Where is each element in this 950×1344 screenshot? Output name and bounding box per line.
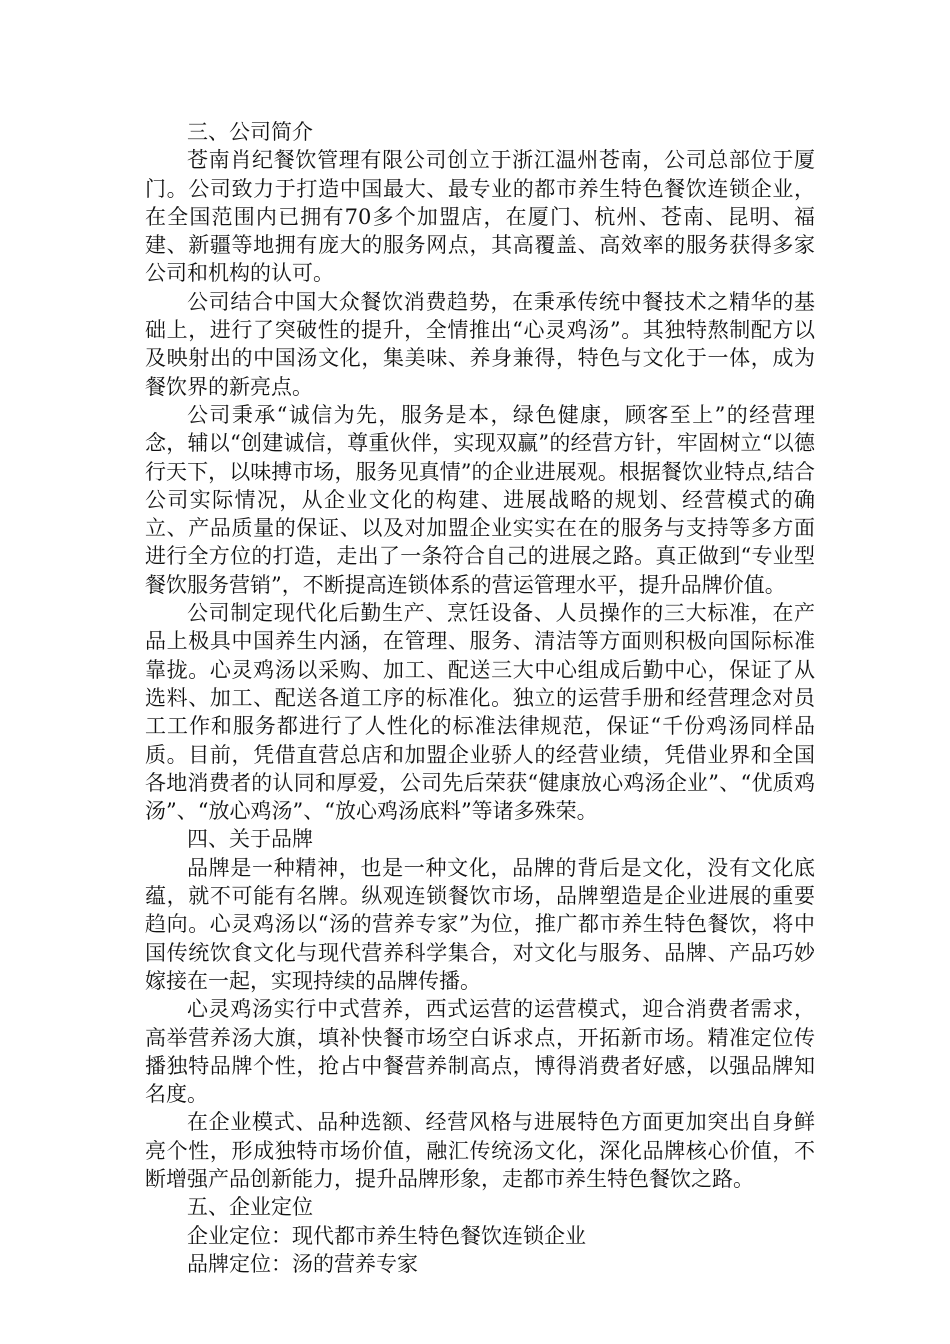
paragraph-company-intro: 苍南肖纪餐饮管理有限公司创立于浙江温州苍南，公司总部位于厦门。公司致力于打造中国最大、最专业的都市养生特色餐饮连锁企业，在全国范围内已拥有70多个加盟店，在厦门、杭州、苍南、昆明、福建、新疆等地拥有庞大的服务网点，其高覆盖、高效率的服务获得多家公司和机构的认可。 [145, 148, 815, 286]
document-body [145, 118, 815, 1278]
paragraph-company-soup: 公司结合中国大众餐饮消费趋势，在秉承传统中餐技术之精华的基础上，进行了突破性的提升，全情推出“心灵鸡汤”。其独特熬制配方以及映射出的中国汤文化，集美味、养身兼得，特色与文化于一体，成为餐饮界的新亮点。 [145, 289, 815, 399]
paragraph-company-standards: 公司制定现代化后勤生产、烹饪设备、人员操作的三大标准，在产品上极具中国养生内涵，在管理、服务、清洁等方面则积极向国际标准靠拢。心灵鸡汤以采购、加工、配送三大中心组成后勤中心，保证了从选料、加工、配送各道工序的标准化。独立的运营手册和经营理念对员工工作和服务都进行了人性化的标准法律规范，保证“千份鸡汤同样品质。目前，凭借直营总店和加盟企业骄人的经营业绩，凭借业界和全国各地消费者的认同和厚爱，公司先后荣获“健康放心鸡汤企业”、“优质鸡汤”、“放心鸡汤”、“放心鸡汤底料”等诸多殊荣。 [145, 601, 815, 824]
section-heading-brand: 四、关于品牌 [187, 827, 313, 852]
paragraph-brand-spirit: 品牌是一种精神，也是一种文化，品牌的背后是文化，没有文化底蕴，就不可能有名牌。纵观连锁餐饮市场，品牌塑造是企业进展的重要趋向。心灵鸡汤以“汤的营养专家”为位，推广都市养生特色餐饮，将中国传统饮食文化与现代营养科学集合，对文化与服务、品牌、产品巧妙嫁接在一起，实现持续的品牌传播。 [145, 855, 815, 993]
section-heading-positioning: 五、企业定位 [187, 1195, 313, 1220]
paragraph-brand-model: 在企业模式、品种选额、经营风格与进展特色方面更加突出自身鲜亮个性，形成独特市场价值，融汇传统汤文化，深化品牌核心价值，不断增强产品创新能力，提升品牌形象，走都市养生特色餐饮之路。 [145, 1110, 815, 1191]
paragraph-brand-positioning: 品牌定位：汤的营养专家 [187, 1251, 418, 1276]
section-heading-company-profile: 三、公司简介 [187, 120, 313, 144]
paragraph-brand-operation: 心灵鸡汤实行中式营养，西式运营的运营模式，迎合消费者需求，高举营养汤大旗，填补快餐市场空白诉求点，开拓新市场。精准定位传播独特品牌个性，抢占中餐营养制高点，博得消费者好感，以强品牌知名度。 [145, 997, 815, 1107]
paragraph-company-philosophy: 公司秉承“诚信为先，服务是本，绿色健康，顾客至上”的经营理念，辅以“创建诚信，尊重伙伴，实现双赢”的经营方针，牢固树立“以德行天下，以味搏市场，服务见真情”的企业进展观。根据餐饮业特点,结合公司实际情况，从企业文化的构建、进展战略的规划、经营模式的确立、产品质量的保证、以及对加盟企业实实在在的服务与支持等多方面进行全方位的打造，走出了一条符合自己的进展之路。真正做到“专业型餐饮服务营销”，不断提高连锁体系的营运管理水平，提升品牌价值。 [145, 402, 815, 597]
paragraph-enterprise-positioning: 企业定位：现代都市养生特色餐饮连锁企业 [187, 1223, 586, 1248]
